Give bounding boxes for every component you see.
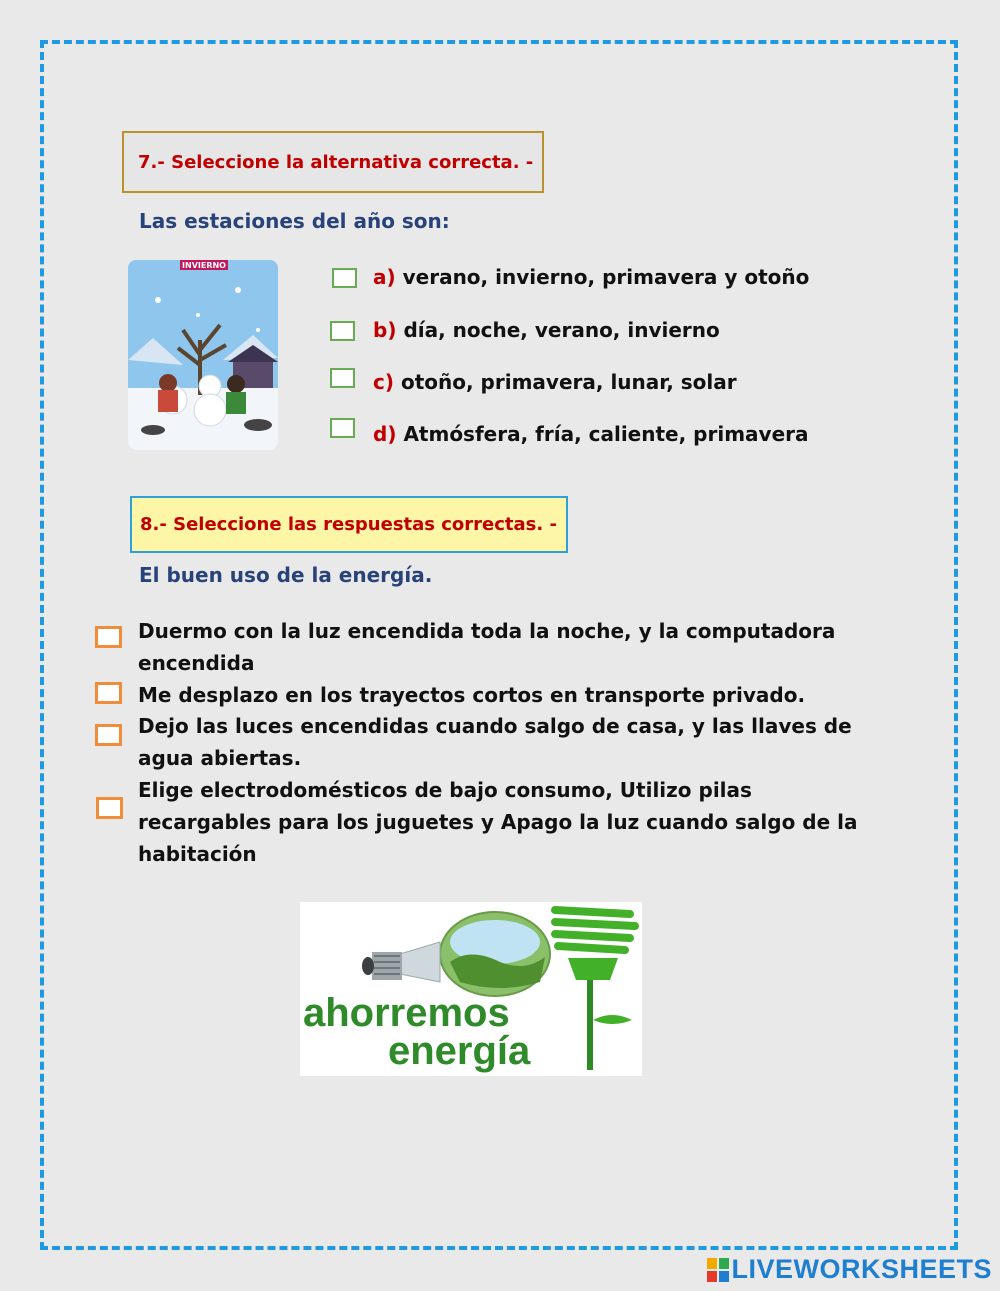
liveworksheets-mark-icon bbox=[707, 1258, 729, 1282]
option-a-text: verano, invierno, primavera y otoño bbox=[402, 265, 810, 289]
energy-image-text-2: energía bbox=[388, 1029, 531, 1073]
energy-image-text-1: ahorremos bbox=[303, 991, 510, 1035]
option-a-letter: a) bbox=[373, 265, 396, 289]
question-8-prompt: El buen uso de la energía. bbox=[139, 563, 433, 587]
option-a-checkbox[interactable] bbox=[332, 268, 357, 288]
option-a bbox=[373, 265, 809, 289]
question-7-title: 7.- Seleccione la alternativa correcta. - bbox=[138, 151, 534, 173]
option-c-letter: c) bbox=[373, 370, 394, 394]
item-4-text: Elige electrodomésticos de bajo consumo, Utilizo pilas recargables para los juguetes y Apago la luz cuando salgo de la habitación bbox=[138, 778, 858, 866]
item-4-checkbox[interactable] bbox=[96, 797, 123, 819]
item-2-checkbox[interactable] bbox=[95, 682, 122, 704]
option-c bbox=[373, 370, 737, 394]
item-2-text: Me desplazo en los trayectos cortos en transporte privado. bbox=[138, 683, 806, 707]
question-7-title-box bbox=[122, 131, 544, 193]
liveworksheets-logo-text: LIVEWORKSHEETS bbox=[731, 1254, 992, 1284]
winter-image bbox=[128, 260, 278, 450]
option-d-letter: d) bbox=[373, 422, 397, 446]
option-c-checkbox[interactable] bbox=[330, 368, 355, 388]
item-3-text: Dejo las luces encendidas cuando salgo de casa, y las llaves de agua abiertas. bbox=[138, 714, 852, 770]
energy-saving-image bbox=[300, 902, 642, 1076]
option-b-checkbox[interactable] bbox=[330, 321, 355, 341]
option-d bbox=[373, 422, 809, 446]
option-d-checkbox[interactable] bbox=[330, 418, 355, 438]
option-d-text: Atmósfera, fría, caliente, primavera bbox=[403, 422, 809, 446]
winter-image-label: INVIERNO bbox=[182, 261, 226, 270]
option-c-text: otoño, primavera, lunar, solar bbox=[400, 370, 737, 394]
question-7-prompt: Las estaciones del año son: bbox=[139, 209, 450, 233]
item-1-checkbox[interactable] bbox=[95, 626, 122, 648]
option-b-letter: b) bbox=[373, 318, 397, 342]
item-3-checkbox[interactable] bbox=[95, 724, 122, 746]
liveworksheets-logo[interactable] bbox=[707, 1254, 992, 1285]
question-8-title: 8.- Seleccione las respuestas correctas. - bbox=[140, 514, 557, 535]
option-b-text: día, noche, verano, invierno bbox=[403, 318, 720, 342]
item-1-text: Duermo con la luz encendida toda la noche, y la computadora encendida bbox=[138, 619, 836, 675]
option-b bbox=[373, 318, 720, 342]
question-8-title-box bbox=[130, 496, 568, 553]
